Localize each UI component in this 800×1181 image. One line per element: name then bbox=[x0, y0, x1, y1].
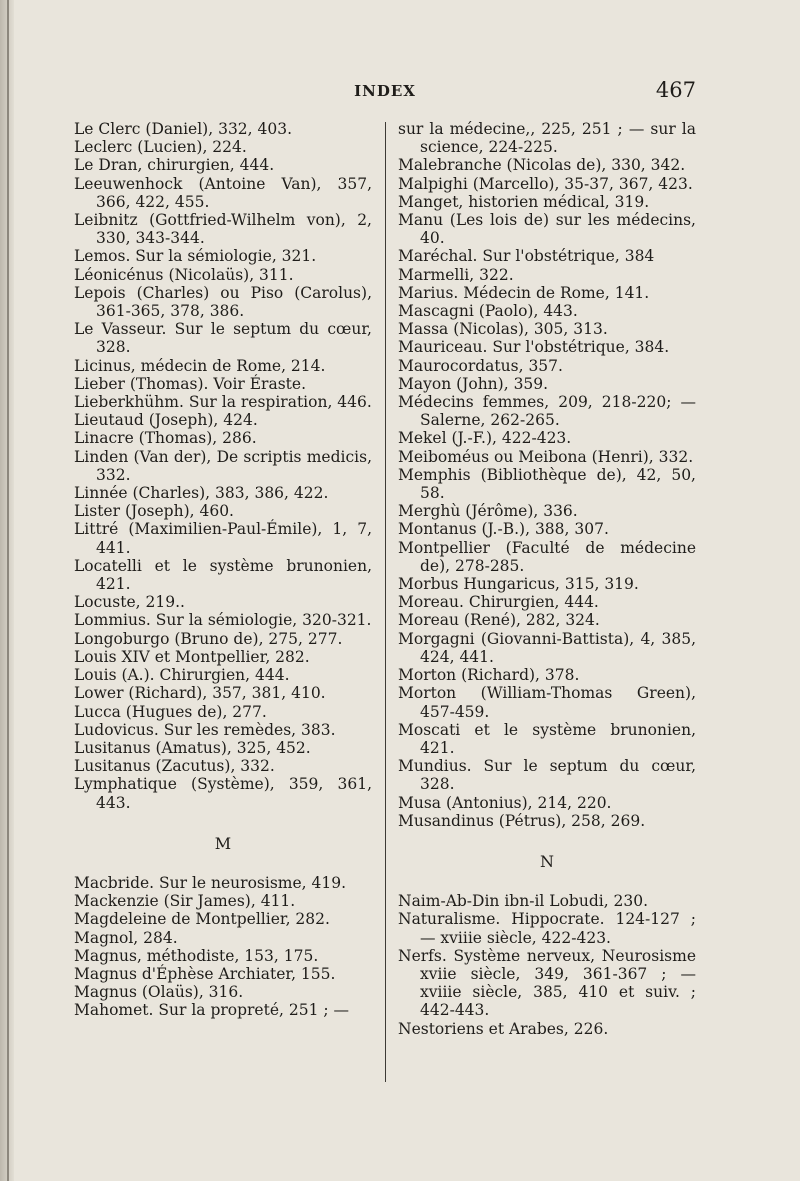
section-heading-n: N bbox=[540, 851, 554, 871]
index-entry: Naturalisme. Hippocrate. 124-127 ; — xviiie siècle, 422-423. bbox=[398, 910, 696, 947]
index-entry: Lusitanus (Zacutus), 332. bbox=[74, 757, 275, 776]
index-entry: Locuste, 219.. bbox=[74, 593, 185, 612]
index-entry: Mekel (J.-F.), 422-423. bbox=[398, 429, 572, 448]
index-entry: Locatelli et le système brunonien, 421. bbox=[74, 556, 372, 594]
page-number: 467 bbox=[655, 78, 696, 102]
index-entry: Lister (Joseph), 460. bbox=[74, 502, 234, 521]
index-entry: Manu (Les lois de) sur les médecins, 40. bbox=[398, 211, 696, 248]
index-entry: Lepois (Charles) ou Piso (Carolus), 361-365, 378, 386. bbox=[74, 283, 372, 321]
index-entry: Louis (A.). Chirurgien, 444. bbox=[74, 666, 290, 685]
index-entry: Médecins femmes, 209, 218-220; — Salerne, 262-265. bbox=[398, 393, 696, 430]
index-entry: Louis XIV et Montpellier, 282. bbox=[74, 647, 310, 666]
index-entry: Lemos. Sur la sémiologie, 321. bbox=[74, 247, 317, 266]
index-entry: Mayon (John), 359. bbox=[398, 374, 549, 393]
entries-m bbox=[74, 874, 372, 1020]
index-entry: Lusitanus (Amatus), 325, 452. bbox=[74, 738, 311, 757]
index-entry: Malebranche (Nicolas de), 330, 342. bbox=[398, 156, 686, 175]
index-entry: Longoburgo (Bruno de), 275, 277. bbox=[74, 629, 343, 648]
index-entry: Magnus d'Éphèse Archiater, 155. bbox=[74, 964, 336, 983]
index-entry: Leclerc (Lucien), 224. bbox=[74, 138, 247, 157]
index-entry: Musa (Antonius), 214, 220. bbox=[398, 793, 612, 812]
index-entry: Musandinus (Pétrus), 258, 269. bbox=[398, 811, 646, 830]
index-entry: Ludovicus. Sur les remèdes, 383. bbox=[74, 720, 336, 739]
section-heading-m: M bbox=[214, 833, 232, 853]
index-entry: Linden (Van der), De scriptis medicis, 332. bbox=[74, 447, 372, 484]
index-entry: Moreau. Chirurgien, 444. bbox=[398, 593, 599, 612]
right-column bbox=[398, 120, 696, 1038]
index-entry: Merghù (Jérôme), 336. bbox=[398, 502, 578, 521]
index-entry: Morgagni (Giovanni-Battista), 4, 385, 424, 441. bbox=[398, 629, 696, 666]
left-column bbox=[74, 120, 372, 1020]
binding-line bbox=[7, 0, 9, 1181]
index-entry: Magnus (Olaüs), 316. bbox=[74, 983, 244, 1002]
index-entry: Morbus Hungaricus, 315, 319. bbox=[398, 575, 639, 594]
index-entry: Linacre (Thomas), 286. bbox=[74, 429, 257, 448]
index-entry: Magnol, 284. bbox=[74, 928, 178, 947]
index-entry: Massa (Nicolas), 305, 313. bbox=[398, 320, 608, 339]
index-entry: Littré (Maximilien-Paul-Émile), 1, 7, 441. bbox=[74, 520, 372, 557]
index-entry: Marmelli, 322. bbox=[398, 265, 514, 284]
index-entry: Linnée (Charles), 383, 386, 422. bbox=[74, 484, 329, 503]
index-entry: Lieutaud (Joseph), 424. bbox=[74, 411, 258, 430]
index-entry: Manget, historien médical, 319. bbox=[398, 192, 650, 211]
index-entry: Malpighi (Marcello), 35-37, 367, 423. bbox=[398, 174, 693, 193]
index-entry: Montpellier (Faculté de médecine de), 278-285. bbox=[398, 538, 696, 575]
index-entry: Macbride. Sur le neurosisme, 419. bbox=[74, 873, 347, 892]
index-entry: Maurocordatus, 357. bbox=[398, 356, 563, 375]
index-entry: Le Vasseur. Sur le septum du cœur, 328. bbox=[74, 320, 372, 357]
index-entry: Mundius. Sur le septum du cœur, 328. bbox=[398, 757, 696, 794]
index-entry: Lieber (Thomas). Voir Éraste. bbox=[74, 374, 306, 393]
index-entry: Montanus (J.-B.), 388, 307. bbox=[398, 520, 609, 539]
index-entry: Le Dran, chirurgien, 444. bbox=[74, 156, 275, 175]
index-entry: Léonicénus (Nicolaüs), 311. bbox=[74, 265, 294, 284]
index-entry: Mackenzie (Sir James), 411. bbox=[74, 892, 296, 911]
index-entry: sur la médecine,, 225, 251 ; — sur la science, 224-225. bbox=[398, 120, 696, 157]
index-entry: Le Clerc (Daniel), 332, 403. bbox=[74, 120, 293, 138]
index-entry: Leibnitz (Gottfried-Wilhelm von), 2, 330, 343-344. bbox=[74, 211, 372, 248]
index-entry: Magdeleine de Montpellier, 282. bbox=[74, 910, 330, 929]
index-entry: Moscati et le système brunonien, 421. bbox=[398, 720, 696, 757]
index-entry: Lower (Richard), 357, 381, 410. bbox=[74, 684, 326, 703]
index-entry: Nestoriens et Arabes, 226. bbox=[398, 1019, 609, 1038]
index-entry: Morton (William-Thomas Green), 457-459. bbox=[398, 684, 696, 721]
running-head: INDEX bbox=[354, 82, 416, 100]
entries-m-continued bbox=[398, 120, 696, 830]
index-entry: Naim-Ab-Din ibn-il Lobudi, 230. bbox=[398, 892, 649, 911]
index-entry: Marius. Médecin de Rome, 141. bbox=[398, 283, 650, 302]
index-entry: Nerfs. Système nerveux, Neurosisme xviie siècle, 349, 361-367 ; — xviiie siècle, 385, 410 et suiv. ; 442-443. bbox=[398, 946, 696, 1020]
page-header bbox=[72, 78, 698, 104]
index-entry: Lieberkhühm. Sur la respiration, 446. bbox=[74, 393, 372, 412]
index-entry: Magnus, méthodiste, 153, 175. bbox=[74, 946, 319, 965]
index-entry: Leeuwenhock (Antoine Van), 357, 366, 422, 455. bbox=[74, 174, 372, 211]
entries-n bbox=[398, 892, 696, 1038]
index-entry: Mauriceau. Sur l'obstétrique, 384. bbox=[398, 338, 670, 357]
column-divider bbox=[385, 122, 386, 1082]
index-entry: Lymphatique (Système), 359, 361, 443. bbox=[74, 775, 372, 812]
index-entry: Morton (Richard), 378. bbox=[398, 666, 580, 685]
entries-l bbox=[74, 120, 372, 812]
index-entry: Mascagni (Paolo), 443. bbox=[398, 302, 578, 321]
index-entry: Lommius. Sur la sémiologie, 320-321. bbox=[74, 611, 372, 630]
index-entry: Lucca (Hugues de), 277. bbox=[74, 702, 267, 721]
index-entry: Mahomet. Sur la propreté, 251 ; — bbox=[74, 1001, 350, 1020]
index-entry: Maréchal. Sur l'obstétrique, 384 bbox=[398, 247, 655, 266]
index-entry: Licinus, médecin de Rome, 214. bbox=[74, 356, 326, 375]
index-entry: Moreau (René), 282, 324. bbox=[398, 611, 600, 630]
index-entry: Meiboméus ou Meibona (Henri), 332. bbox=[398, 447, 694, 466]
index-entry: Memphis (Bibliothèque de), 42, 50, 58. bbox=[398, 465, 696, 503]
